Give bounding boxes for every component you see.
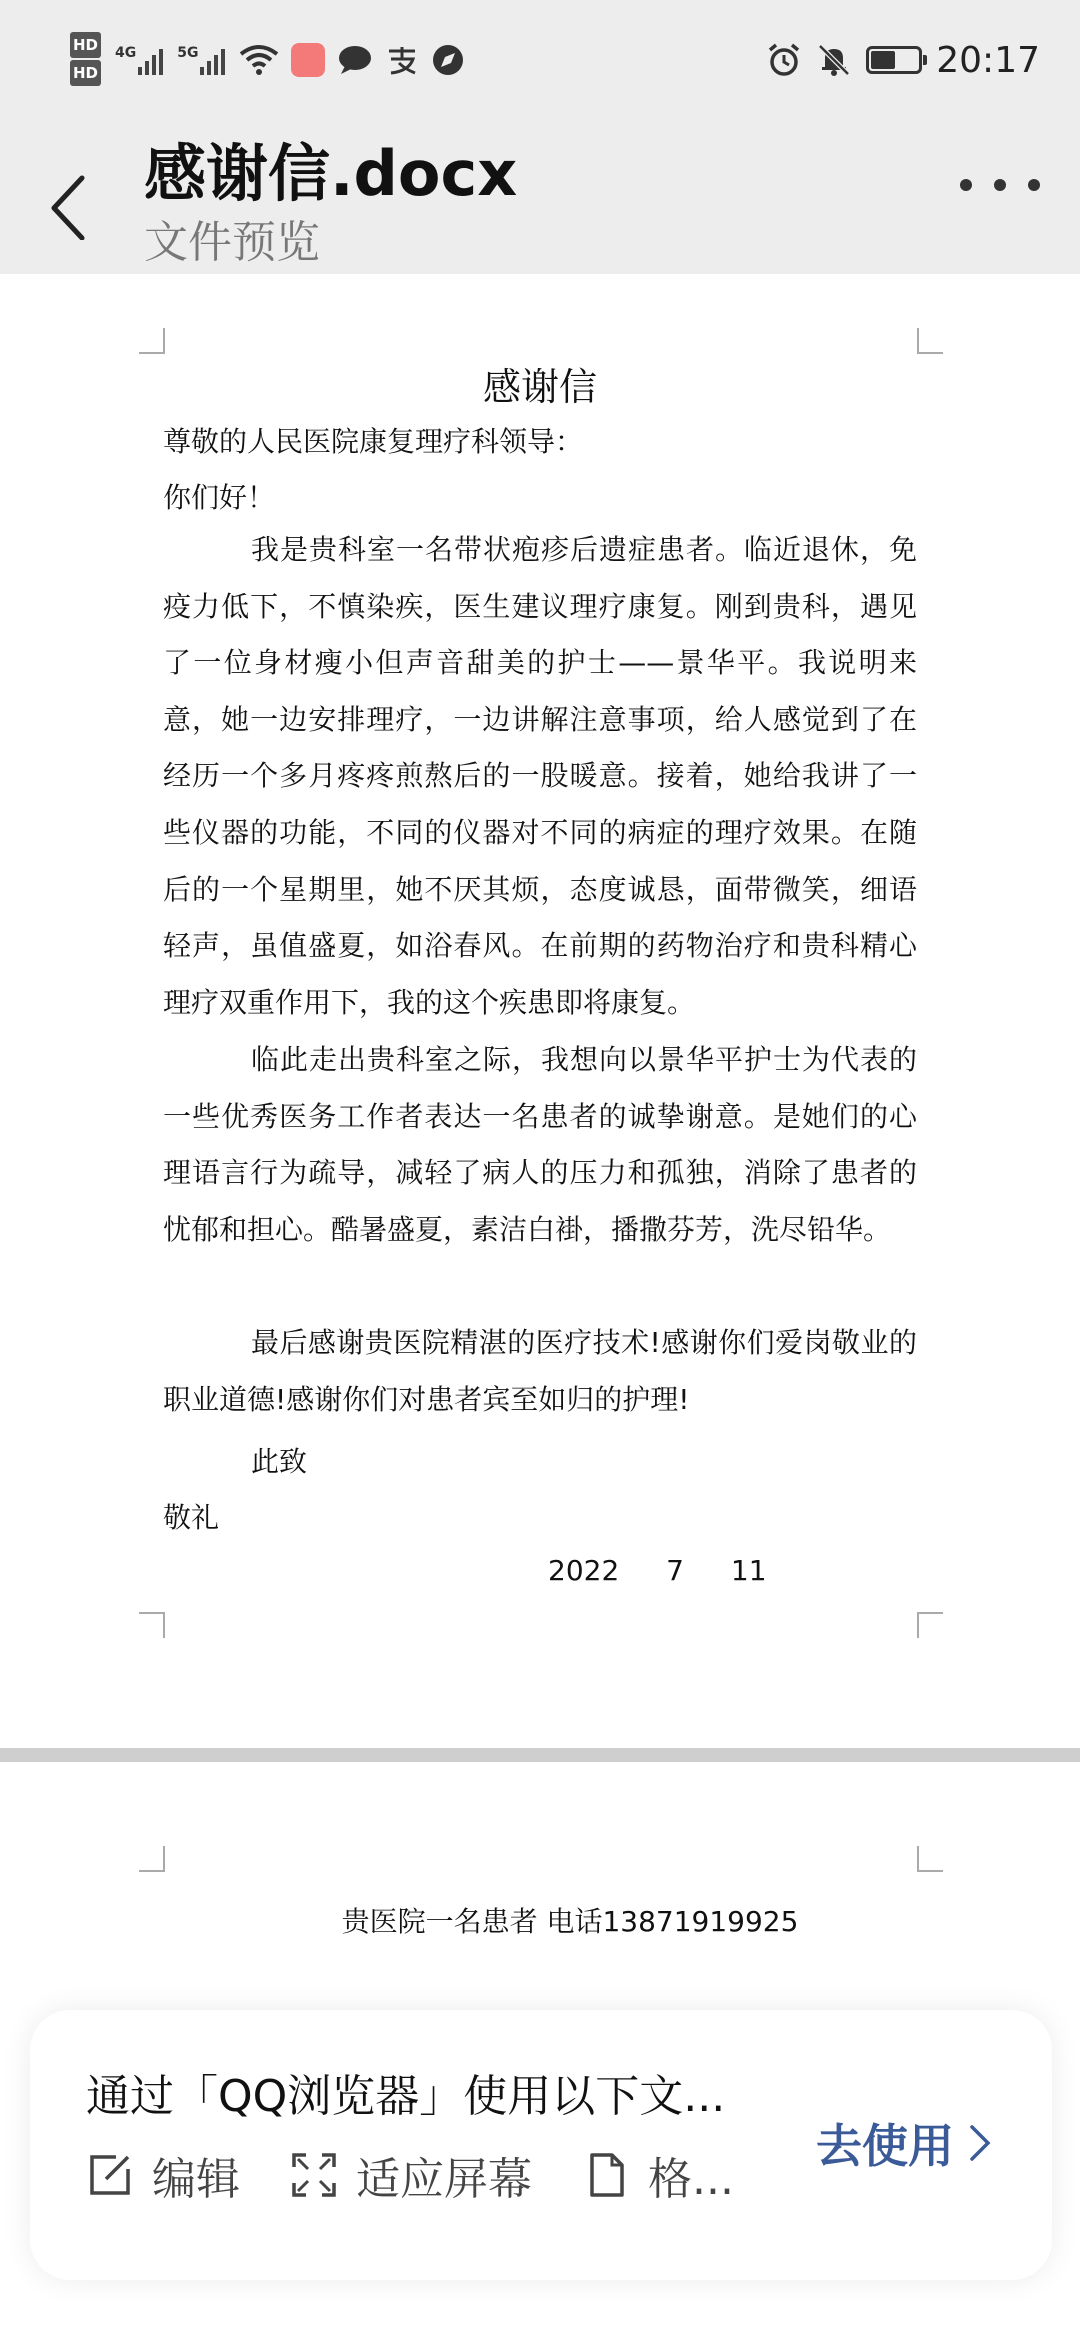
format-action-button[interactable] <box>582 2143 734 2207</box>
back-button[interactable] <box>40 150 110 240</box>
more-options-button[interactable] <box>960 160 1040 210</box>
hd-label-1: HD <box>70 32 101 58</box>
page-corner-mark <box>139 1612 165 1638</box>
status-bar <box>0 0 1080 120</box>
document-signer: 贵医院一名患者 电话13871919925 <box>341 1905 799 1938</box>
status-right <box>766 30 1040 90</box>
page-subtitle: 文件预览 <box>144 217 320 268</box>
more-dot <box>994 179 1006 191</box>
app-header <box>0 120 1080 274</box>
edit-action-label: 编辑 <box>152 2154 240 2205</box>
document-paragraph-1: 我是贵科室一名带状疱疹后遗症患者。临近退休，免疫力低下，不慎染疾，医生建议理疗康复。刚到贵科，遇见了一位身材瘦小但声音甜美的护士——景华平。我说明来意，她一边安排理疗，一边讲解注意事项，给人感觉到了在经历一个多月疼疼煎熬后的一股暖意。接着，她给我讲了一些仪器的功能，不同的仪器对不同的病症的理疗效果。在随后的一个星期里，她不厌其烦，态度诚恳，面带微笑，细语轻声，虽值盛夏，如浴春风。在前期的药物治疗和贵科精心理疗双重作用下，我的这个疾患即将康复。 <box>163 533 917 1019</box>
document-title: 感谢信 <box>482 365 597 409</box>
document-closing-1: 此致 <box>251 1445 308 1478</box>
signal-bars-icon <box>200 45 225 75</box>
fit-screen-action-label: 适应屏幕 <box>356 2154 532 2205</box>
battery-icon <box>866 46 922 74</box>
more-dot <box>1028 179 1040 191</box>
document-salutation: 尊敬的人民医院康复理疗科领导： <box>163 425 584 458</box>
alipay-icon <box>385 43 419 77</box>
hd-indicator <box>70 32 101 88</box>
document-date <box>548 1554 767 1587</box>
signal-bars-icon <box>138 45 163 75</box>
page-corner-mark <box>917 1612 943 1638</box>
document-greeting: 你们好！ <box>163 481 276 514</box>
wifi-icon <box>239 44 279 76</box>
fit-screen-icon <box>290 2151 338 2199</box>
chevron-left-icon <box>40 150 110 240</box>
compass-icon <box>431 43 465 77</box>
mute-bell-icon <box>816 42 852 78</box>
status-left <box>70 30 465 90</box>
document-paragraph-3: 最后感谢贵医院精湛的医疗技术!感谢你们爱岗敬业的职业道德!感谢你们对患者宾至如归的护理! <box>163 1326 917 1416</box>
signal-5g-label: 5G <box>177 45 199 61</box>
open-with-actions <box>86 2140 784 2210</box>
document-icon <box>582 2151 630 2199</box>
document-page-1[interactable] <box>0 274 1080 1748</box>
page-corner-mark <box>917 1846 943 1872</box>
more-dot <box>960 179 972 191</box>
edit-action-button[interactable] <box>86 2143 240 2207</box>
open-with-card <box>30 2010 1052 2280</box>
document-paragraph-2: 临此走出贵科室之际，我想向以景华平护士为代表的一些优秀医务工作者表达一名患者的诚挚谢意。是她们的心理语言行为疏导，减轻了病人的压力和孤独，消除了患者的忧郁和担心。酷暑盛夏，素洁白褂，播撒芬芳，洗尽铅华。 <box>163 1043 917 1246</box>
go-use-button[interactable] <box>816 2110 992 2176</box>
app-badge-icon <box>291 43 325 77</box>
clock: 20:17 <box>936 39 1040 81</box>
page-title: 感谢信.docx <box>144 137 518 210</box>
signal-5g <box>177 45 225 75</box>
page-corner-mark <box>917 328 943 354</box>
date-year: 2022 <box>548 1554 620 1587</box>
fit-screen-action-button[interactable] <box>290 2143 532 2207</box>
date-day: 11 <box>730 1554 767 1587</box>
page-corner-mark <box>139 328 165 354</box>
page-corner-mark <box>139 1846 165 1872</box>
chevron-right-icon <box>968 2123 992 2163</box>
signal-4g <box>115 45 163 75</box>
date-month: 7 <box>666 1554 684 1587</box>
signal-4g-label: 4G <box>115 45 137 61</box>
document-closing-2: 敬礼 <box>163 1501 220 1534</box>
open-with-title: 通过「QQ浏览器」使用以下文... <box>86 2071 726 2122</box>
edit-icon <box>86 2151 134 2199</box>
format-action-label: 格... <box>648 2154 734 2205</box>
page-separator <box>0 1748 1080 1762</box>
hd-label-2: HD <box>70 60 101 86</box>
alarm-icon <box>766 42 802 78</box>
message-icon <box>337 44 373 76</box>
go-use-label: 去使用 <box>816 2119 954 2173</box>
